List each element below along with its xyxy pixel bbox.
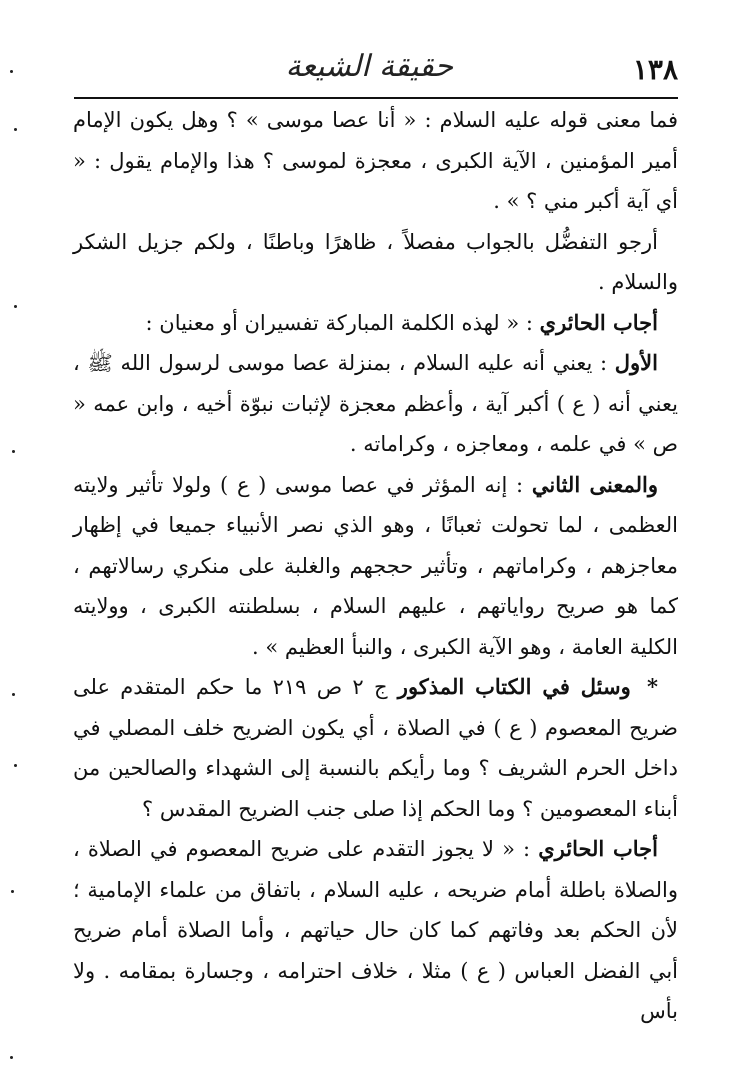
paragraph-text: أرجو التفضُّل بالجواب مفصلاً ، ظاهرًا وباطنًا ، ولكم جزيل الشكر والسلام . [73, 229, 678, 294]
first-meaning-paragraph [73, 343, 678, 465]
scan-dot [14, 305, 17, 308]
question-lead: وسئل في الكتاب المذكور [397, 674, 631, 699]
answer-intro-paragraph [73, 303, 678, 344]
paragraph-text: ج ٢ ص ٢١٩ ما حكم المتقدم على ضريح المعصوم ( ع ) في الصلاة ، أي يكون الضريح خلف المصلي في داخل الحرم الشريف ؟ وما رأيكم بالنسبة إلى الشهداء والصالحين من أبناء المعصومين ؟ وما الحكم إذا صلى جنب الضريح المقدس ؟ [73, 675, 678, 821]
scan-dot [11, 890, 14, 893]
paragraph-text: فما معنى قوله عليه السلام : « أنا عصا موسى » ؟ وهل يكون الإمام أمير المؤمنين ، الآية الكبرى ، معجزة لموسى ؟ هذا والإمام يقول : « أي آية أكبر مني ؟ » . [73, 108, 678, 213]
second-meaning-lead: والمعنى الثاني [531, 471, 658, 497]
question-paragraph-1 [73, 100, 678, 222]
page-body [73, 100, 678, 1032]
question-paragraph-2 [73, 222, 678, 303]
paragraph-text: : إنه المؤثر في عصا موسى ( ع ) ولولا تأثير ولايته العظمى ، لما تحولت ثعبانًا ، وهو الذي نصر الأنبياء جميعا في إظهار معاجزهم ، وكراماتهم ، وتأثير حججهم والغلبة على منكري رسالاتهم ، كما هو صريح رواياتهم ، عليهم السلام ، بسلطنته الكبرى ، وولايته الكلية العامة ، وهو الآية الكبرى ، والنبأ العظيم » . [73, 472, 678, 659]
scan-dot [12, 450, 15, 453]
question-paragraph-3 [73, 667, 678, 829]
paragraph-text: : « لهذه الكلمة المباركة تفسيران أو معنيان : [145, 310, 533, 335]
answer-paragraph-2 [73, 829, 678, 1032]
page-header [74, 49, 678, 99]
asterisk-mark: * [647, 674, 659, 699]
first-meaning-lead: الأول [614, 350, 658, 375]
answer-lead: أجاب الحائري [539, 309, 658, 335]
answer-lead: أجاب الحائري [538, 836, 658, 861]
paragraph-text: : « لا يجوز التقدم على ضريح المعصوم في الصلاة ، والصلاة باطلة أمام ضريحه ، عليه السلام ، باتفاق من علماء الإمامية ؛ لأن الحكم بعد وفاتهم كما كان حال حياتهم ، وأما الصلاة أمام ضريح أبي الفضل العباس ( ع ) مثلا ، خلاف احترامه ، وجسارة بمقامه . ولا بأس [73, 837, 678, 1023]
paragraph-text: : يعني أنه عليه السلام ، بمنزلة عصا موسى لرسول الله ﷺ ، يعني أنه ( ع ) أكبر آية ، وأعظم معجزة لإثبات نبوّة أخيه ، وابن عمه « ص » في علمه ، ومعاجزه ، وكراماته . [73, 351, 678, 456]
running-title: حقيقة الشيعة [285, 49, 453, 84]
scan-dot [14, 128, 17, 131]
scan-dot [10, 70, 13, 73]
scan-dot [10, 1056, 13, 1059]
page-number: ١٣٨ [632, 53, 678, 86]
scan-dot [14, 764, 17, 767]
scan-dot [12, 693, 15, 696]
second-meaning-paragraph [73, 465, 678, 668]
